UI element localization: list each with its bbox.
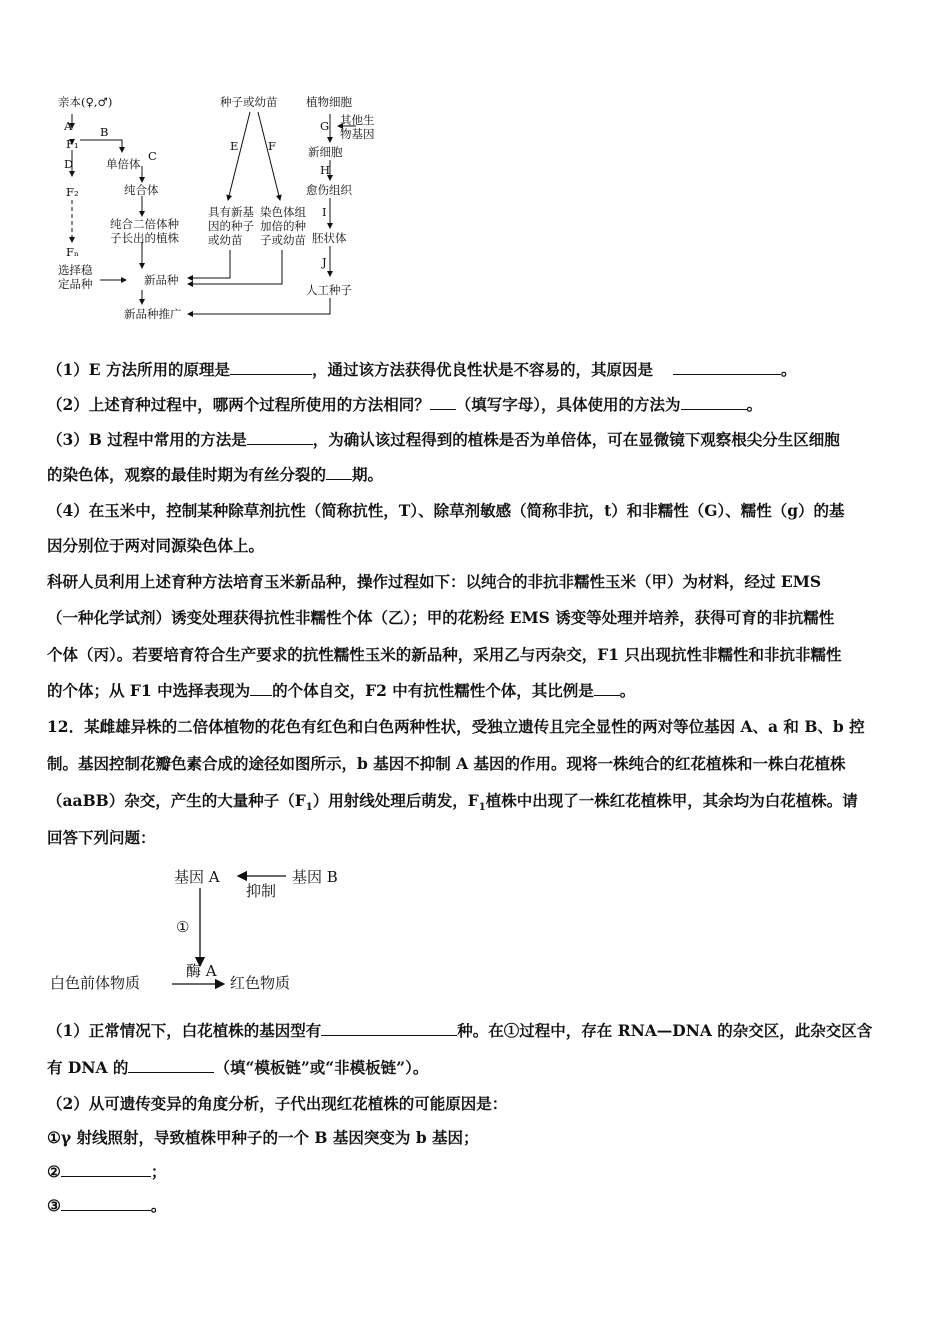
diagram-label: 子长出的植株 xyxy=(110,231,179,245)
diagram-label: Fₙ xyxy=(66,245,79,259)
gene-b-label: 基因 B xyxy=(292,868,338,886)
breeding-diagram xyxy=(40,92,380,332)
diagram-label: 胚状体 xyxy=(312,231,347,245)
q11-part2: （2）上述育种过程中，哪两个过程所使用的方法相同？ （填写字母），具体使用的方法为 。 xyxy=(47,395,763,414)
q12-stem-line4: 回答下列问题： xyxy=(47,828,156,847)
diagram-label: 新品种推广 xyxy=(124,307,182,321)
diagram-label: 新品种 xyxy=(144,273,179,287)
diagram-label: 亲本(♀,♂) xyxy=(58,95,113,109)
diagram-label: 加倍的种 xyxy=(260,219,306,233)
answer-blank[interactable] xyxy=(430,395,456,410)
enzyme-a-label: 酶 A xyxy=(186,962,217,980)
answer-blank[interactable] xyxy=(321,1021,457,1036)
diagram-label: 新细胞 xyxy=(308,145,343,159)
diagram-column-mutation xyxy=(208,95,306,247)
diagram-column-engineering xyxy=(306,95,375,297)
diagram-label: 具有新基 xyxy=(208,205,254,219)
q11-paragraph-line1: 科研人员利用上述育种方法培育玉米新品种，操作过程如下：以纯合的非抗非糯性玉米（甲）为材料，经过 EMS xyxy=(47,572,822,591)
diagram-label: 愈伤组织 xyxy=(306,183,352,197)
q11-part4-cont: 因分别位于两对同源染色体上。 xyxy=(47,536,265,555)
answer-blank[interactable] xyxy=(250,681,272,696)
diagram-label: G xyxy=(320,119,330,133)
answer-blank[interactable] xyxy=(673,360,781,375)
diagram-label: C xyxy=(148,149,157,163)
gene-a-label: 基因 A xyxy=(174,868,220,886)
red-product-label: 红色物质 xyxy=(230,974,291,992)
diagram-label: B xyxy=(100,125,109,139)
answer-blank[interactable] xyxy=(61,1196,151,1211)
diagram-label: D xyxy=(64,157,74,171)
q11-part1: （1）E 方法所用的原理是 ，通过该方法获得优良性状是不容易的，其原因是 。 xyxy=(47,360,797,379)
diagram-label: 因的种子 xyxy=(208,219,254,233)
diagram-label: 定品种 xyxy=(58,277,93,291)
answer-blank[interactable] xyxy=(128,1058,214,1073)
diagram-label: 染色体组 xyxy=(260,205,306,219)
gene-pathway-diagram xyxy=(48,860,358,1000)
q12-part1-cont: 有 DNA 的 （填“模板链”或“非模板链”）。 xyxy=(47,1058,429,1077)
diagram-label: E xyxy=(230,139,239,153)
diagram-label: F₂ xyxy=(66,185,79,199)
diagram-label: 物基因 xyxy=(340,127,375,141)
precursor-label: 白色前体物质 xyxy=(50,974,141,992)
q12-part2: （2）从可遗传变异的角度分析，子代出现红花植株的可能原因是： xyxy=(47,1094,508,1113)
inhibit-label: 抑制 xyxy=(246,882,277,900)
diagram-label: 其他生 xyxy=(340,113,375,127)
diagram-label: 种子或幼苗 xyxy=(220,95,278,109)
diagram-label: H xyxy=(320,163,331,177)
diagram-label: A xyxy=(64,119,73,133)
q11-paragraph-line2: （一种化学试剂）诱变处理获得抗性非糯性个体（乙）；甲的花粉经 EMS 诱变等处理并培养，获得可育的非抗糯性 xyxy=(47,608,835,627)
q11-paragraph-line4: 的个体；从 F1 中选择表现为 的个体自交，F2 中有抗性糯性个体，其比例是 。 xyxy=(47,681,636,700)
diagram-label: J xyxy=(322,255,327,269)
q12-reason3: ③ 。 xyxy=(47,1196,167,1215)
q12-reason1: ①γ 射线照射，导致植株甲种子的一个 B 基因突变为 b 基因； xyxy=(47,1128,479,1147)
diagram-label: 子或幼苗 xyxy=(260,233,306,247)
answer-blank[interactable] xyxy=(230,360,312,375)
q11-part4: （4）在玉米中，控制某种除草剂抗性（简称抗性，T）、除草剂敏感（简称非抗，t）和非糯性（G）、糯性（g）的基 xyxy=(47,501,845,520)
answer-blank[interactable] xyxy=(594,681,620,696)
q11-part3: （3）B 过程中常用的方法是 ，为确认该过程得到的植株是否为单倍体，可在显微镜下观察根尖分生区细胞 xyxy=(47,430,840,449)
process-one-label: ① xyxy=(176,918,190,936)
q11-part3-cont: 的染色体，观察的最佳时期为有丝分裂的 期。 xyxy=(47,465,384,484)
q12-part1: （1）正常情况下，白花植株的基因型有 种。在①过程中，存在 RNA—DNA 的杂交区，此杂交区含 xyxy=(47,1021,873,1040)
diagram-label: 人工种子 xyxy=(306,283,352,297)
diagram-label: F xyxy=(268,139,276,153)
q11-paragraph-line3: 个体（丙）。若要培育符合生产要求的抗性糯性玉米的新品种，采用乙与丙杂交，F1 只出现抗性非糯性和非抗非糯性 xyxy=(47,645,842,664)
diagram-label: 纯合二倍体种 xyxy=(110,217,179,231)
q12-stem-line1: 12．某雌雄异株的二倍体植物的花色有红色和白色两种性状，受独立遗传且完全显性的两对等位基因 A、a 和 B、b 控 xyxy=(47,717,865,736)
q12-stem-line3: （aaBB）杂交，产生的大量种子$(F_1)$用射线处理后萌发，$F_1$植株中出现了一株红花植株甲，其余均为白花植株。请 xyxy=(47,791,858,814)
answer-blank[interactable] xyxy=(61,1162,151,1177)
answer-blank[interactable] xyxy=(681,395,747,410)
diagram-column-conventional xyxy=(58,95,182,321)
diagram-label: 植物细胞 xyxy=(306,95,352,109)
q12-stem-line2: 制。基因控制花瓣色素合成的途径如图所示，b 基因不抑制 A 基因的作用。现将一株纯合的红花植株和一株白花植株 xyxy=(47,754,846,773)
diagram-label: 选择稳 xyxy=(58,263,93,277)
diagram-label: F₁ xyxy=(66,137,79,151)
diagram-label: 纯合体 xyxy=(124,183,159,197)
q12-reason2: ② ； xyxy=(47,1162,167,1181)
diagram-label: 或幼苗 xyxy=(208,233,243,247)
answer-blank[interactable] xyxy=(326,465,352,480)
answer-blank[interactable] xyxy=(247,430,313,445)
diagram-label: 单倍体 xyxy=(106,157,141,171)
diagram-label: I xyxy=(322,205,327,219)
